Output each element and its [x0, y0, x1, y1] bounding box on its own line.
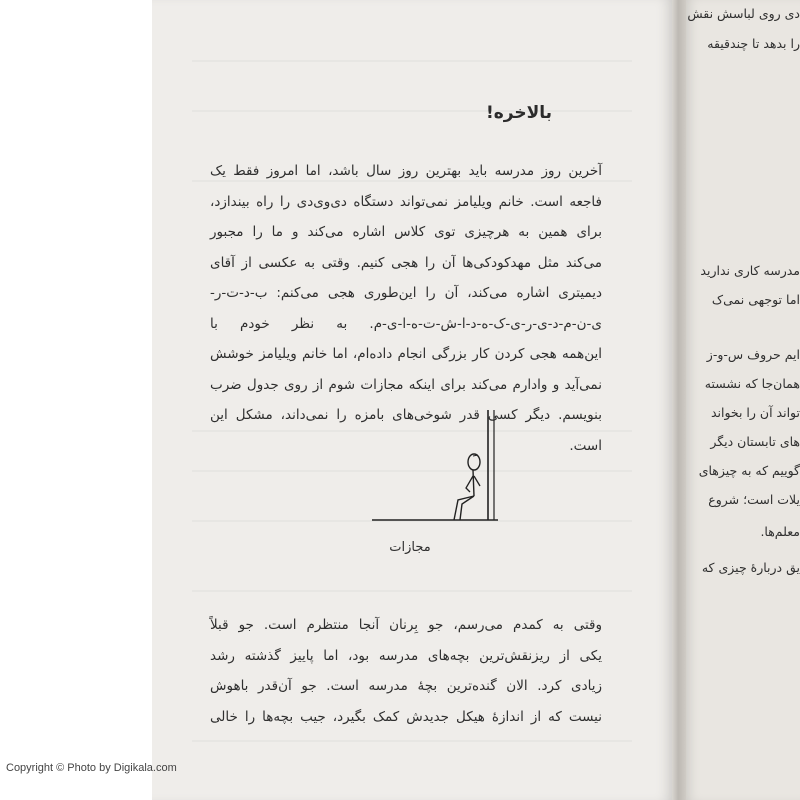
- text-line: وقتی به کمدم می‌رسم، جو بِرنان آنجا منتظرم است. جو قبلاً: [210, 617, 602, 633]
- text-line: زیادی کرد. الان گنده‌ترین بچهٔ مدرسه است. جو آن‌قدر باهوش: [210, 678, 602, 694]
- text-line: یکی از ریزنقش‌ترین بچه‌های مدرسه بود، اما پاییز گذشته رشد: [210, 647, 602, 664]
- right-book-page: [686, 0, 800, 800]
- text-line: ی-ن-م-د-ی-ر-ی-ک-ه-د-ا-ش-ت-ه-ا-ی-م. به نظر خودم با: [210, 315, 602, 332]
- stick-figure-illustration: [370, 408, 510, 528]
- photo-background: [0, 0, 152, 800]
- text-line: آخرین روز مدرسه باید بهترین روز سال باشد، اما امروز فقط یک: [210, 163, 602, 179]
- text-line: دیمیتری اشاره می‌کند، آن را این‌طوری هجی می‌کنم: ب-د-ت-ر-: [210, 285, 602, 301]
- right-line: های تابستان دیگر: [710, 434, 800, 449]
- right-line: یلات است؛ شروع: [708, 492, 800, 507]
- text-line: می‌کند مثل مهدکودکی‌ها آن را هجی کنیم. وقتی به عکسی از آقای: [210, 254, 602, 271]
- right-line: تواند آن را بخواند: [710, 405, 800, 420]
- copyright-notice: Copyright © Photo by Digikala.com: [6, 762, 177, 774]
- text-line: است.: [569, 437, 602, 454]
- right-page-text: [686, 0, 800, 800]
- text-line: فاجعه است. خانم ویلیامز نمی‌تواند دستگاه دی‌وی‌دی را راه بیندازد،: [210, 193, 602, 210]
- figure-caption: مجازات: [389, 540, 431, 555]
- right-line: مدرسه کاری ندارید: [700, 263, 800, 278]
- text-line: برای همین به هرچیزی توی کلاس اشاره می‌کند و ما را مجبور: [210, 224, 602, 240]
- right-line: دی روی لباسش نقش: [687, 6, 800, 21]
- text-line: نمی‌آید و وادارم می‌کند برای اینکه مجازات شوم از روی جدول ضرب: [210, 376, 602, 393]
- right-line: ایم حروف س-و-ز: [706, 347, 800, 362]
- right-line: یق دربارهٔ چیزی که: [701, 560, 800, 575]
- right-line: گوییم که به چیزهای: [698, 463, 800, 478]
- right-line: را بدهد تا چندقیقه: [707, 36, 800, 51]
- text-line: این‌همه هجی کردن کار بزرگی انجام داده‌ام، اما خانم ویلیامز خوشش: [210, 346, 602, 362]
- right-line: اما توجهی نمی‌ک: [711, 292, 800, 307]
- paragraph-2: [210, 610, 602, 732]
- text-line: بنویسم. دیگر کسی قدر شوخی‌های بامزه را نمی‌داند، مشکل این: [210, 407, 602, 423]
- book-gutter: [672, 0, 686, 800]
- text-line: نیست که از اندازهٔ هیکل جدیدش کمک بگیرد، جیب بچه‌ها را خالی: [210, 708, 602, 725]
- chapter-title: بالاخره!: [485, 103, 552, 123]
- right-line: همان‌جا که نشسته: [704, 376, 800, 391]
- right-line: معلم‌ها.: [760, 524, 800, 539]
